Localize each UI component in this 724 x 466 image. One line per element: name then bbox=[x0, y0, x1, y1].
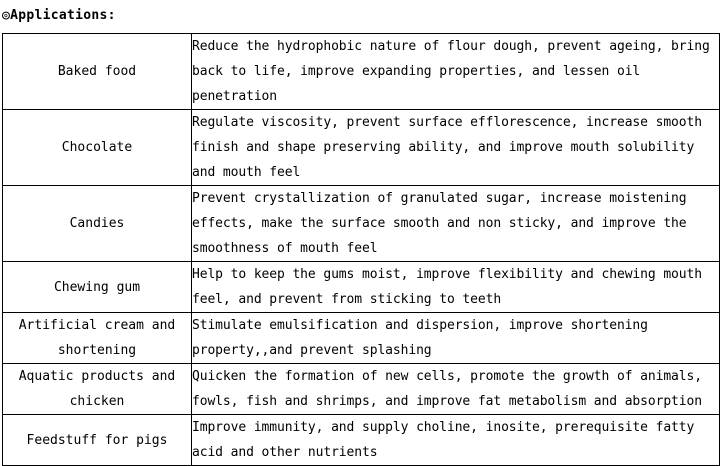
application-description: Improve immunity, and supply choline, inosite, prerequisite fatty acid and other nutrients bbox=[192, 415, 720, 466]
table-row bbox=[3, 110, 720, 186]
heading-title: Applications: bbox=[10, 8, 116, 23]
application-name: Baked food bbox=[3, 34, 192, 110]
application-description: Help to keep the gums moist, improve flexibility and chewing mouth feel, and prevent from sticking to teeth bbox=[192, 262, 720, 313]
application-description: Regulate viscosity, prevent surface efflorescence, increase smooth finish and shape preserving ability, and improve mouth solubility and mouth feel bbox=[192, 110, 720, 186]
application-name: Candies bbox=[3, 186, 192, 262]
application-name: Artificial cream and shortening bbox=[3, 313, 192, 364]
application-description: Prevent crystallization of granulated sugar, increase moistening effects, make the surface smooth and non sticky, and improve the smoothness of mouth feel bbox=[192, 186, 720, 262]
double-circle-icon: ◎ bbox=[2, 8, 11, 23]
applications-table bbox=[2, 33, 720, 466]
table-row bbox=[3, 262, 720, 313]
application-description: Quicken the formation of new cells, promote the growth of animals, fowls, fish and shrimps, and improve fat metabolism and absorption bbox=[192, 364, 720, 415]
application-name: Chewing gum bbox=[3, 262, 192, 313]
application-name: Feedstuff for pigs bbox=[3, 415, 192, 466]
table-row bbox=[3, 313, 720, 364]
table-row bbox=[3, 186, 720, 262]
table-row bbox=[3, 415, 720, 466]
application-name: Aquatic products and chicken bbox=[3, 364, 192, 415]
application-name: Chocolate bbox=[3, 110, 192, 186]
applications-heading bbox=[2, 8, 116, 23]
application-description: Stimulate emulsification and dispersion, improve shortening property,,and prevent splashing bbox=[192, 313, 720, 364]
table-row bbox=[3, 34, 720, 110]
table-row bbox=[3, 364, 720, 415]
application-description: Reduce the hydrophobic nature of flour dough, prevent ageing, bring back to life, improve expanding properties, and lessen oil penetration bbox=[192, 34, 720, 110]
